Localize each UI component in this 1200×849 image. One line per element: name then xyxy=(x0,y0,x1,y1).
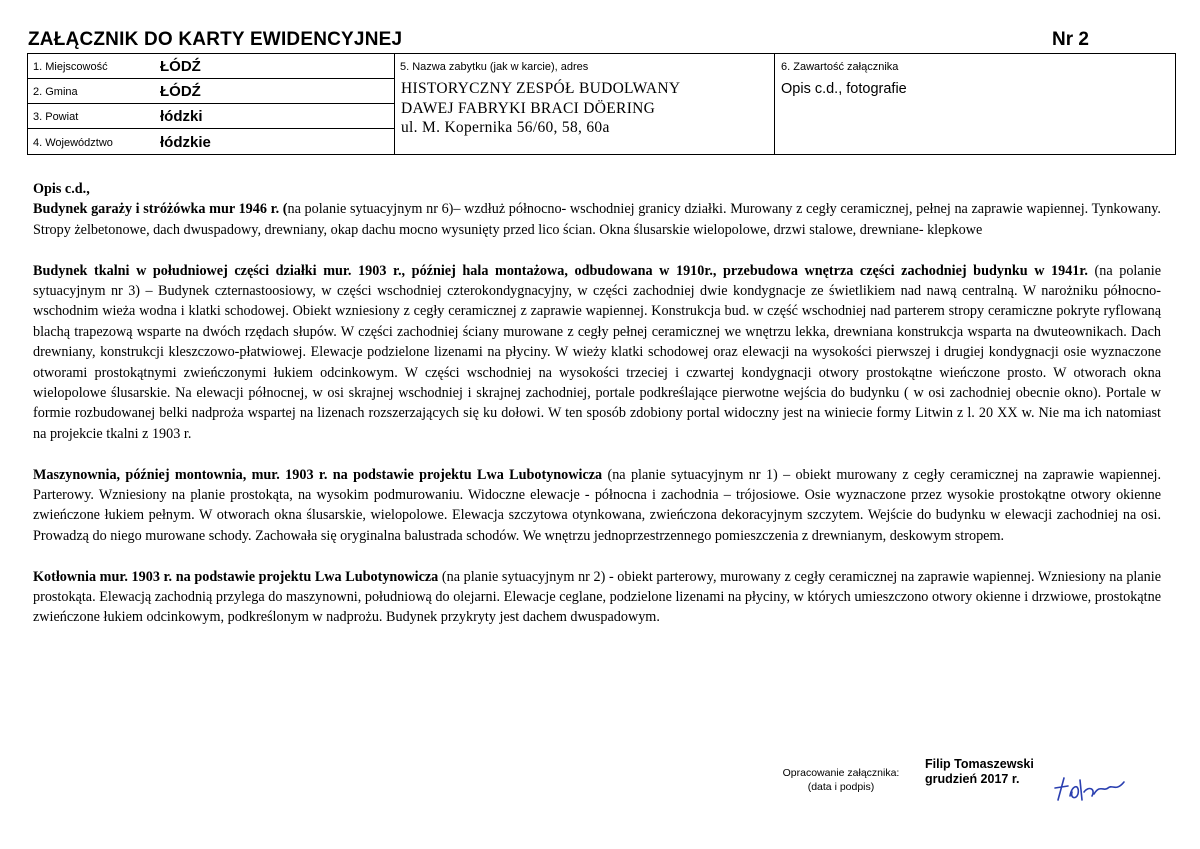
prepared-by-label-text: Opracowanie załącznika: xyxy=(782,767,900,779)
record-form-table xyxy=(27,53,1176,155)
prepared-by-label xyxy=(766,766,916,794)
description-intro: Opis c.d., xyxy=(33,181,90,197)
field-label-locality: 1. Miejscowość xyxy=(33,61,108,73)
handwritten-signature xyxy=(1052,770,1134,810)
monument-name-address xyxy=(401,79,680,138)
row-divider xyxy=(28,103,394,104)
paragraph-heading: Budynek garaży i stróżówka mur 1946 r. ( xyxy=(33,201,288,218)
column-divider xyxy=(394,54,395,154)
row-divider xyxy=(28,78,394,79)
column-divider xyxy=(774,54,775,154)
field-label-county: 3. Powiat xyxy=(33,111,79,123)
paragraph-text: (na planie sytuacyjnym nr 2) - obiekt parterowy, murowany z cegły ceramicznej na zaprawie wapiennej. Wzniesiony na planie prostokąta. Elewacją zachodnią przylega do maszynowni, południową do olejarni. Elewacje ceglane, podzielone lizenami na płyciny, w których umieszczono otwory okienne i drzwiowe, prostokątne zwieńczone łukiem odcinkowym, podkreślonym w nadprożu. Budynek przykryty jest dachem dwuspadowym. xyxy=(33,568,1161,626)
prepared-by-value xyxy=(925,757,1034,786)
field-value-contents: Opis c.d., fotografie xyxy=(781,81,907,97)
prepared-date: grudzień 2017 r. xyxy=(925,771,1020,786)
paragraph-heading: Kotłownia mur. 1903 r. na podstawie projektu Lwa Lubotynowicza xyxy=(33,568,439,585)
field-label-commune: 2. Gmina xyxy=(33,86,78,98)
paragraph-heading: Maszynownia, później montownia, mur. 1903 r. na podstawie projektu Lwa Lubotynowicza xyxy=(33,466,603,483)
field-label-contents: 6. Zawartość załącznika xyxy=(781,61,899,73)
description-body xyxy=(33,179,1161,648)
description-paragraph xyxy=(33,567,1161,628)
description-paragraph xyxy=(33,261,1161,445)
description-paragraph xyxy=(33,465,1161,547)
field-value-commune: ŁÓDŹ xyxy=(160,83,201,100)
page-title: ZAŁĄCZNIK DO KARTY EWIDENCYJNEJ xyxy=(28,29,403,50)
date-signature-label: (data i podpis) xyxy=(807,781,875,793)
monument-address-line: ul. M. Kopernika 56/60, 58, 60a xyxy=(401,119,610,136)
monument-name-line: HISTORYCZNY ZESPÓŁ BUDOLWANY xyxy=(401,80,681,97)
field-label-voivodeship: 4. Województwo xyxy=(33,137,113,149)
description-paragraph xyxy=(33,199,1161,240)
field-value-county: łódzki xyxy=(160,108,203,125)
attachment-number: Nr 2 xyxy=(1052,29,1089,50)
paragraph-text: (na planie sytuacyjnym nr 1) – obiekt murowany z cegły ceramicznej na zaprawie wapiennej. Parterowy. Wzniesiony na planie prostokąta, na wysokim podmurowaniu. Widoczne elewacje - północna i zachodnia – trójosiowe. Osie wyznaczone przez wysokie prostokątne otwory okienne zwieńczone łukiem pełnym. W otworach okna ślusarskie, wielopolowe. Elewacja szczytowa otynkowana, zwieńczona dekoracyjnym szczytem. Wejście do budynku w elewacji zachodniej na osi. Prowadzą do niego murowane schody. Zachowała się oryginalna balustrada schodów. We wnętrzu jednoprzestrzennego pomieszczenia z drewnianym, deskowym stropem. xyxy=(33,466,1161,544)
field-value-locality: ŁÓDŹ xyxy=(160,58,201,75)
field-label-monument-name: 5. Nazwa zabytku (jak w karcie), adres xyxy=(400,61,589,73)
field-value-voivodeship: łódzkie xyxy=(160,134,211,151)
author-name: Filip Tomaszewski xyxy=(925,757,1034,771)
paragraph-text: na polanie sytuacyjnym nr 6)– wzdłuż północno- wschodniej granicy działki. Murowany z cegły ceramicznej, pełnej na zaprawie wapiennej. Tynkowany. Stropy żelbetonowe, dach dwuspadowy, drewniany, okap dachu mocno wysunięty przed lico ścian. Okna ślusarskie wielopolowe, drzwi stalowe, drewniane- klepkowe xyxy=(33,201,1161,238)
paragraph-heading: Budynek tkalni w południowej części działki mur. 1903 r., później hala montażowa, odbudowana w 1910r., przebudowa wnętrza części zachodniej budynku w 1941r. xyxy=(33,262,1088,279)
paragraph-text: (na polanie sytuacyjnym nr 3) – Budynek czternastoosiowy, w części wschodniej czterokondygnacyjny, w części zachodniej dwie kondygnacje ze świetlikiem nad nawą centralną. W narożniku północno-wschodnim wieża wodna i klatki schodowej. Obiekt wzniesiony z cegły ceramicznej z zaprawie wapiennej. Konstrukcja bud. w część wschodniej nad parterem stropy ceramiczne pokryte ryflowaną blachą trapezową wsparte na dwóch rzędach słupów. W części zachodniej ściany murowane z cegły pełnej ceramicznej we wnętrzu lekka, drewniana konstrukcja wsparta na dwuteownikach. Dach drewniany, konstrukcji kleszczowo-płatwiowej. Elewacje podzielone lizenami na płyciny. W wieży klatki schodowej oraz elewacji na wysokości pierwszej i drugiej kondygnacji osie wyznaczone otworami prostokątnymi zwieńczonymi łukiem odcinkowym. W części wschodniej na wysokości trzeciej i czwartej kondygnacji otwory prostokątne wieńczone prosto. W otworach okna wielopolowe ślusarskie. Na elewacji północnej, w osi skrajnej wschodniej i skrajnej zachodniej, portale podkreślające pierwotne wejścia do budynku ( w osi zachodniej obecnie okno). Portale w formie rozbudowanej belki nadproża wspartej na lizenach rozszerzających się ku dołowi. W ten sposób zdobiony portal widoczny jest na winiecie formy Litwin z l. 20 XX w. Nie ma ich natomiast na projekcie tkalni z 1903 r. xyxy=(33,262,1162,442)
row-divider xyxy=(28,128,394,129)
monument-name-line: DAWEJ FABRYKI BRACI DÖERING xyxy=(401,99,656,117)
